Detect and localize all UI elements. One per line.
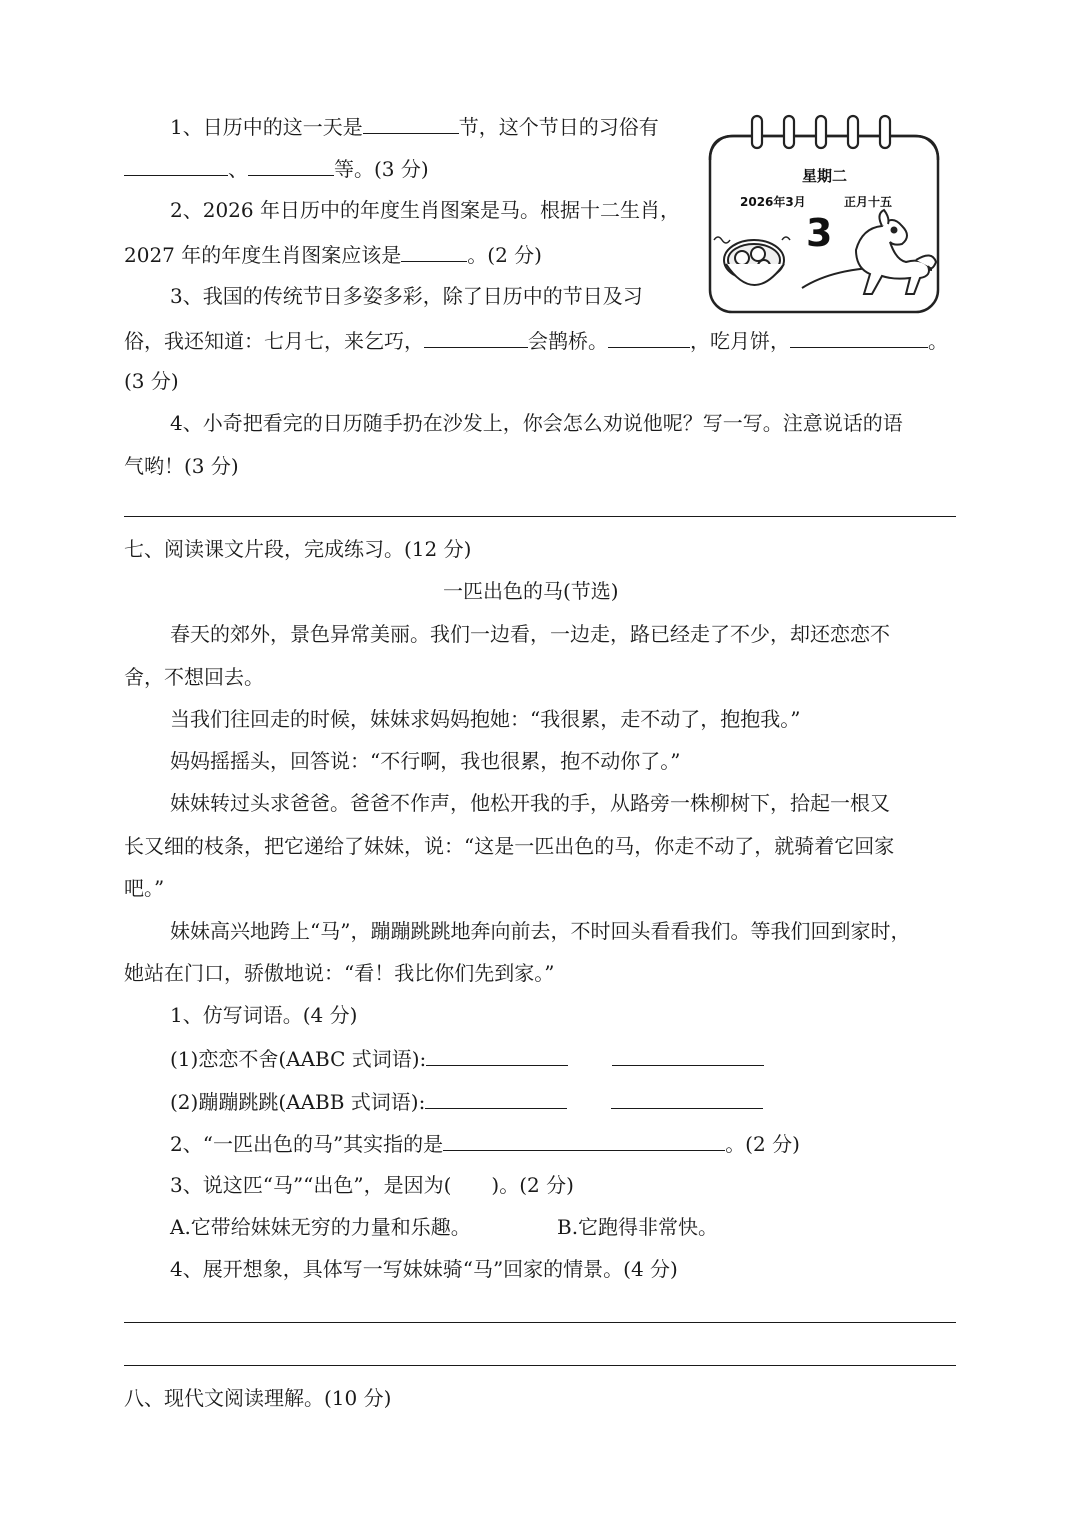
answer-blank[interactable] [401, 243, 467, 262]
answer-blank[interactable] [443, 1132, 725, 1151]
answer-blank[interactable] [611, 1090, 763, 1109]
q7-4: 4、展开想象，具体写一写妹妹骑“马”回家的情景。(4 分) [170, 1257, 678, 1281]
passage-p5-line2: 她站在门口，骄傲地说：“看！我比你们先到家。” [124, 961, 555, 985]
passage-p5-line1: 妹妹高兴地跨上“马”，蹦蹦跳跳地奔向前去，不时回头看看我们。等我们回到家时， [170, 919, 911, 943]
answer-blank[interactable] [426, 1047, 568, 1066]
answer-blank[interactable] [248, 157, 334, 176]
passage-p3: 妈妈摇摇头，回答说：“不行啊，我也很累，抱不动你了。” [170, 749, 681, 773]
answer-line[interactable] [124, 1365, 956, 1366]
q6-2-line1: 2、2026 年日历中的年度生肖图案是马。根据十二生肖， [170, 198, 680, 222]
calendar-day-number: 3 [806, 211, 833, 255]
answer-line[interactable] [124, 516, 956, 517]
q6-2-line2: 2027 年的年度生肖图案应该是 。(2 分) [124, 243, 542, 267]
passage-p1-line1: 春天的郊外，景色异常美丽。我们一边看，一边走，路已经走了不少，却还恋恋不 [170, 622, 890, 646]
q6-1-line1 [170, 115, 659, 137]
calendar-illustration [706, 110, 942, 316]
answer-blank[interactable] [124, 157, 228, 176]
q6-3-line1: 3、我国的传统节日多姿多彩，除了日历中的节日及习 [170, 284, 643, 308]
answer-line[interactable] [124, 1322, 956, 1323]
answer-blank[interactable] [425, 1090, 567, 1109]
answer-blank[interactable] [612, 1047, 764, 1066]
q7-1: 1、仿写词语。(4 分) [170, 1003, 358, 1027]
q7-3-option-a[interactable]: A.它带给妹妹无穷的力量和乐趣。 [170, 1215, 471, 1239]
section-7-heading: 七、阅读课文片段，完成练习。(12 分) [124, 537, 472, 561]
calendar-lunar-date: 正月十五 [844, 195, 893, 209]
q7-3: 3、说这匹“马”“出色”，是因为( )。(2 分) [170, 1173, 574, 1197]
q7-2: 2、“一匹出色的马”其实指的是 。(2 分) [170, 1132, 800, 1156]
passage-p1-line2: 舍，不想回去。 [124, 665, 264, 689]
calendar-weekday: 星期二 [802, 167, 848, 185]
q6-3-line3: (3 分) [124, 369, 179, 393]
passage-p4-line1: 妹妹转过头求爸爸。爸爸不作声，他松开我的手，从路旁一株柳树下，拾起一根又 [170, 791, 890, 815]
q6-3-line2: 俗，我还知道：七月七，来乞巧， 会鹊桥。 ，吃月饼， 。 [124, 329, 948, 353]
passage-p4-line3: 吧。” [124, 876, 165, 900]
q7-1-1: (1)恋恋不舍(AABC 式词语): [170, 1047, 764, 1069]
passage-title: 一匹出色的马(节选) [443, 579, 619, 603]
q7-3-option-b[interactable]: B.它跑得非常快。 [557, 1215, 719, 1239]
q6-4-line1: 4、小奇把看完的日历随手扔在沙发上，你会怎么劝说他呢？写一写。注意说话的语 [170, 411, 903, 435]
answer-blank[interactable] [608, 329, 690, 348]
answer-blank[interactable] [424, 329, 528, 348]
calendar-date: 2026年3月 [740, 195, 806, 209]
passage-p4-line2: 长又细的枝条，把它递给了妹妹，说：“这是一匹出色的马，你走不动了，就骑着它回家 [124, 834, 895, 858]
q6-1-text: 1、日历中的这一天是 [170, 115, 363, 139]
q6-1-text: 节，这个节日的习俗有 [458, 115, 659, 139]
passage-p2: 当我们往回走的时候，妹妹求妈妈抱她：“我很累，走不动了，抱抱我。” [170, 707, 801, 731]
q7-1-2: (2)蹦蹦跳跳(AABB 式词语): [170, 1090, 763, 1112]
answer-blank[interactable] [363, 115, 459, 134]
section-8-heading: 八、现代文阅读理解。(10 分) [124, 1386, 392, 1410]
q6-4-line2: 气哟！(3 分) [124, 454, 239, 478]
q6-1-line2: 、 等。(3 分) [124, 157, 429, 179]
answer-blank[interactable] [790, 329, 928, 348]
